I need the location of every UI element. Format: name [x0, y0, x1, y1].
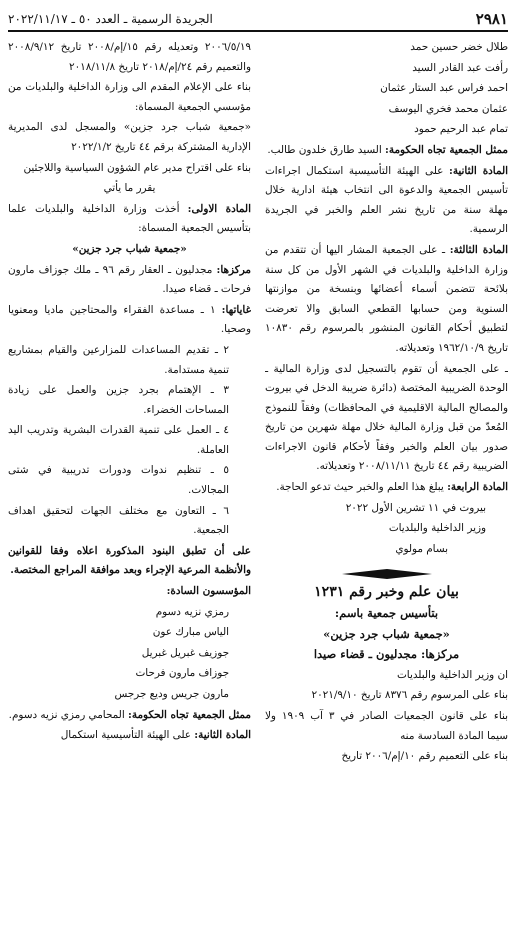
- founder-name: جوزيف غبريل غبريل: [141, 646, 229, 659]
- decides-heading: يقرر ما يأتي: [103, 182, 156, 195]
- member-name: رأفت عبد القادر السيد: [412, 61, 508, 74]
- body-columns: [8, 38, 508, 930]
- article-text: على الهيئة التأسيسية استكمال اجراءات تأسيس الجمعية والدعوة الى انتخاب هيئة ادارية خلال مهلة سنة من تاريخ نشر العلم والخبر في الجريدة الرسمية.: [265, 164, 508, 236]
- legal-basis: بناء على الإعلام المقدم الى وزارة الداخلية والبلديات من مؤسسي الجمعية المسماة:: [8, 81, 251, 113]
- page-header: [8, 8, 508, 32]
- rep-text: المحامي رمزي نزيه دسوم.: [8, 708, 129, 721]
- divider-ornament-icon: [342, 569, 432, 579]
- article-text: يبلغ هذا العلم والخبر حيث تدعو الحاجة.: [276, 481, 448, 494]
- hq-label: مركزها:: [216, 263, 251, 276]
- notice-title: بيان علم وخبر رقم ١٢٣١: [314, 584, 459, 601]
- association-name: «جمعية شباب جرد جزين»: [323, 626, 450, 641]
- member-name: عثمان محمد فخري اليوسف: [388, 102, 508, 115]
- government-rep: [8, 706, 251, 726]
- article-1: [8, 200, 251, 239]
- article-label: المادة الثانية:: [448, 164, 508, 177]
- member-name: تمام عبد الرحيم حمود: [414, 123, 508, 136]
- article-text: أخذت وزارة الداخلية والبلديات علما بتأسيس الجمعية المسماة:: [8, 202, 251, 235]
- hq-text: مجدليون ـ العقار رقم ٩٦ ـ ملك جوزاف مارون فرحات ـ قضاء صيدا.: [8, 263, 251, 296]
- goals-label: غاياتها:: [221, 303, 251, 316]
- tax-clause: ـ على الجمعية أن تقوم بالتسجيل لدى وزارة المالية ـ الوحدة الضريبية المختصة (دائرة ضريبة الدخل في بيروت والمصالح المالية الاقليمية في المحافظات) وفقاً للنموذج المُعدّ من قبل وزارة المالية خلال مهلة شهرين من تاريخ صدور بيان العلم والخبر وفقاً لأحكام قانون الاجراءات الضريبية رقم ٤٤ تاريخ ٢٠٠٨/١١/١١ وتعديلاته.: [265, 362, 508, 473]
- rep-label: ممثل الجمعية تجاه الحكومة:: [385, 143, 508, 156]
- founders-label: المؤسسون السادة:: [166, 585, 251, 598]
- legal-basis: «جمعية شباب جرد جزين» والمسجل لدى المديرية الإدارية المشتركة برقم ٤٤ تاريخ ٢٠٢٢/١/٢: [8, 121, 251, 153]
- legal-basis: بناء على التعميم رقم ١٠/إم/٢٠٠٦ تاريخ: [341, 750, 508, 763]
- goal-item: ٦ ـ التعاون مع مختلف الجهات لتحقيق اهداف الجمعية.: [8, 504, 229, 537]
- members-list: [265, 38, 508, 140]
- article-label: المادة الرابعة:: [447, 481, 508, 494]
- founder-name: مارون جريس وديع جرجس: [114, 688, 229, 700]
- founder-name: الياس مبارك عون: [152, 626, 229, 639]
- compliance-clause: على أن تطبق البنود المذكورة اعلاه وفقا للقوانين والأنظمة المرعية الإجراء وبعد موافقة المراجع المختصة.: [8, 544, 251, 577]
- founders-list: [8, 603, 251, 705]
- goal-item: ٥ ـ تنظيم ندوات ودورات تدريبية في شتى المجالات.: [8, 464, 229, 497]
- legal-basis: بناء على اقتراح مدير عام الشؤون السياسية واللاجئين: [23, 161, 251, 174]
- headquarters: [8, 261, 251, 300]
- section-divider: [265, 569, 508, 579]
- goal-item: ٣ ـ الإهتمام بجرد جزين والعمل على زيادة المساحات الخضراء.: [8, 384, 229, 416]
- right-column: [265, 38, 508, 930]
- legal-basis: بناء على قانون الجمعيات الصادر في ٣ آب ١٩٠٩ ولا سيما المادة السادسة منه: [265, 710, 508, 742]
- rep-text: السيد طارق خلدون طالب.: [267, 143, 386, 156]
- notice-subtitle: بتأسيس جمعية باسم:: [334, 606, 439, 621]
- founder-name: رمزي نزيه دسوم: [155, 605, 229, 618]
- article-label: المادة الثالثة:: [449, 243, 508, 256]
- article-label: المادة الاولى:: [187, 202, 251, 215]
- article-4: [265, 478, 508, 498]
- article-label: المادة الثانية:: [194, 729, 251, 742]
- goal-item: ٢ ـ تقديم المساعدات للمزارعين والقيام بمشاريع تنمية مستدامة.: [8, 343, 229, 376]
- article-2: [265, 162, 508, 240]
- article-2: [8, 726, 251, 746]
- goal-item: ١ ـ مساعدة الفقراء والمحتاجين ماديا ومعنويا وصحيا.: [8, 303, 251, 336]
- goal-item: ٤ ـ العمل على تنمية القدرات البشرية وتدريب اليد العاملة.: [8, 424, 229, 456]
- date-line: بيروت في ١١ تشرين الأول ٢٠٢٢: [345, 501, 486, 514]
- legal-basis-cont: ٢٠٠٦/٥/١٩ وتعديله رقم ١٥/إم/٢٠٠٨ تاريخ ٢٠٠٨/٩/١٢ والتعميم رقم ٢٤/إم/٢٠١٨ تاريخ ٢٠١٨/١١/٨: [8, 41, 251, 73]
- article-text: ـ على الجمعية المشار اليها أن تتقدم من وزارة الداخلية والبلديات في الشهر الأول من كل سنة بلائحة تتضمن أسماء أعضائها وبنسخة من موازنتها السنوية ومن حسابها القطعي السابق والا تعرضت لتطبيق أحكام القانون المنشور بالمرسوم رقم ١٠٨٣٠ تاريخ ١٩٦٢/١٠/٩ وتعديلاته.: [265, 243, 508, 354]
- founder-name: جوزاف مارون فرحات: [135, 667, 229, 680]
- minister-name: بسام مولوي: [395, 542, 448, 555]
- member-name: احمد فراس عبد الستار عثمان: [380, 82, 508, 95]
- minister-intro: ان وزير الداخلية والبلديات: [397, 668, 508, 681]
- association-hq: مركزها: مجدليون ـ قضاء صيدا: [313, 647, 460, 662]
- member-name: طلال خضر حسين حمد: [410, 41, 508, 53]
- page-number: ٢٩٨١: [475, 10, 508, 28]
- publication-line: الجريدة الرسمية ـ العدد ٥٠ ـ ٢٠٢٢/١١/١٧: [8, 12, 213, 26]
- left-column: [8, 38, 251, 930]
- goals: [8, 301, 251, 340]
- rep-label: ممثل الجمعية تجاه الحكومة:: [128, 708, 251, 721]
- government-rep: [265, 141, 508, 161]
- article-text: على الهيئة التأسيسية استكمال: [60, 729, 195, 742]
- minister-title: وزير الداخلية والبلديات: [388, 522, 486, 535]
- legal-basis: بناء على المرسوم رقم ٨٣٧٦ تاريخ ٢٠٢١/٩/١٠: [311, 689, 508, 702]
- association-name: «جمعية شباب جرد جزين»: [72, 242, 187, 255]
- article-3: [265, 241, 508, 359]
